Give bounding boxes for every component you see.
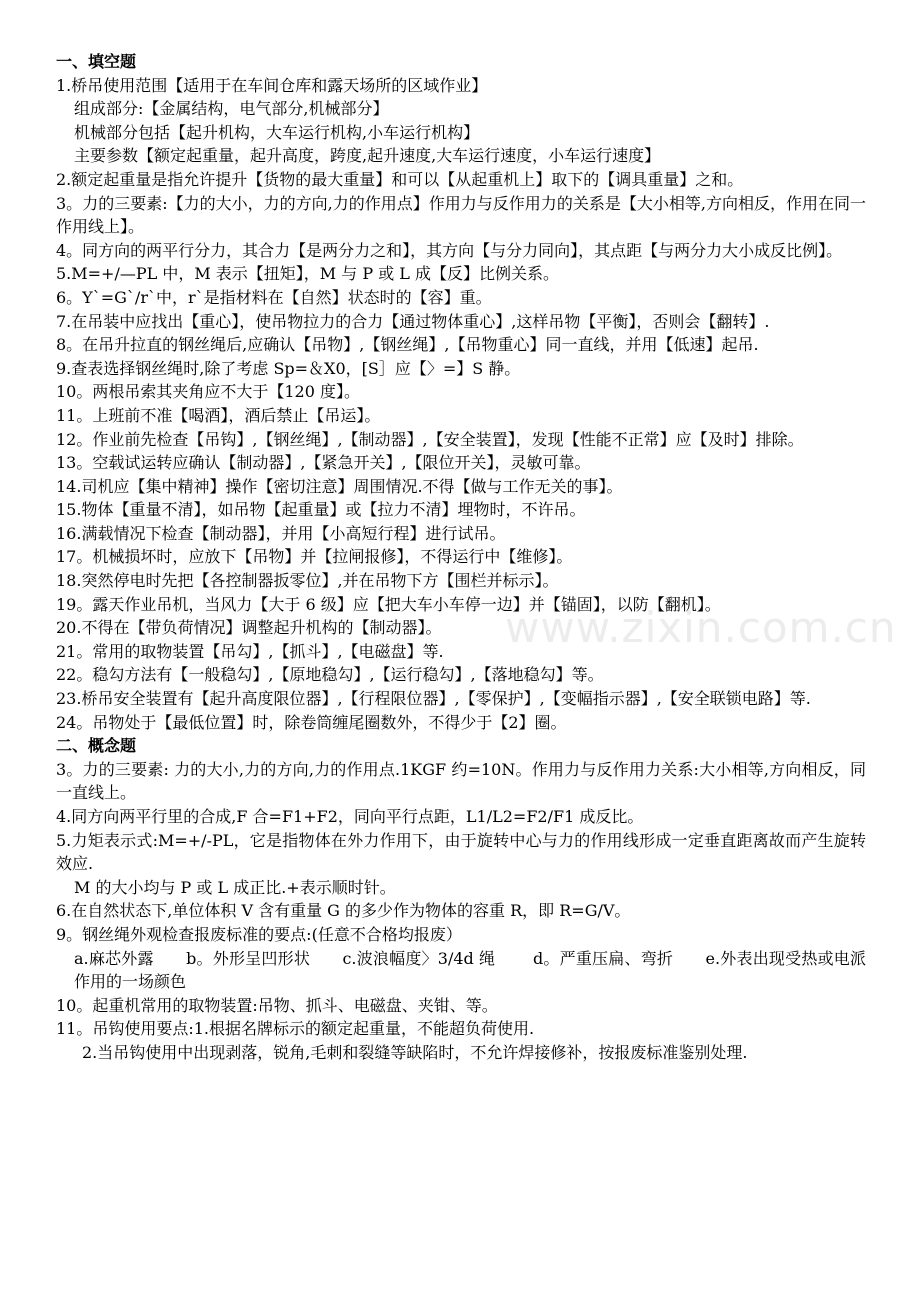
text-line: 23.桥吊安全装置有【起升高度限位器】,【行程限位器】,【零保护】,【变幅指示器】,【安全联锁电路】等.	[56, 689, 811, 709]
text-line: 11。上班前不准【喝酒】，酒后禁止【吊运】。	[56, 405, 381, 425]
text-line: 24。吊物处于【最低位置】时，除卷筒缠尾圈数外，不得少于【2】圈。	[56, 712, 567, 732]
watermark: www.zixin.com.cn	[505, 603, 897, 652]
text-line: 15.物体【重量不清】，如吊物【起重量】或【拉力不清】埋物时，不许吊。	[56, 500, 586, 520]
text-line: 10。两根吊索其夹角应不大于【120 度】。	[56, 382, 360, 402]
text-line: 9。钢丝绳外观检查报废标准的要点:(任意不合格均报废）	[56, 924, 462, 944]
text-line: 12。作业前先检查【吊钩】,【钢丝绳】,【制动器】,【安全装置】，发现【性能不正常】应【及时】排除。	[56, 429, 804, 449]
text-line: 4.同方向两平行里的合成,F 合=F1+F2，同向平行点距，L1/L2=F2/F1 成反比。	[56, 807, 644, 826]
text-line: 5.M=+/—PL 中，M 表示【扭矩】，M 与 P 或 L 成【反】比例关系。	[56, 264, 560, 284]
text-line: 组成部分:【金属结构，电气部分,机械部分】	[74, 99, 389, 119]
text-line: a.麻芯外露 b。外形呈凹形状 c.波浪幅度〉3/4d 绳 d。严重压扁、弯折 e.外表出现受热或电派作用的一场颜色	[74, 948, 866, 992]
text-line: 19。露天作业吊机，当风力【大于 6 级】应【把大车小车停一边】并【锚固】，以防【翻机】。	[56, 594, 721, 614]
text-line: 18.突然停电时先把【各控制器扳零位】,并在吊物下方【围栏并标示】。	[56, 571, 559, 591]
section-heading-fill-in: 一、填空题	[56, 52, 137, 71]
text-line: 10。起重机常用的取物装置:吊物、抓斗、电磁盘、夹钳、等。	[56, 995, 498, 1015]
text-line: 8。在吊升拉直的钢丝绳后,应确认【吊物】,【钢丝绳】,【吊物重心】同一直线，并用【低速】起吊.	[56, 335, 759, 355]
text-line: 21。常用的取物装置【吊勾】,【抓斗】,【电磁盘】等.	[56, 641, 444, 661]
text-line: 7.在吊装中应找出【重心】，使吊物拉力的合力【通过物体重心】,这样吊物【平衡】，否则会【翻转】.	[56, 311, 770, 331]
text-line: 4。同方向的两平行分力，其合力【是两分力之和】，其方向【与分力同向】，其点距【与两分力大小成反比例】。	[56, 240, 843, 260]
text-line: 9.查表选择钢丝绳时,除了考虑 Sp=＆X0，[S］应【〉=】S 静。	[56, 358, 521, 378]
text-line: 22。稳勾方法有【一般稳勾】,【原地稳勾】,【运行稳勾】,【落地稳勾】等。	[56, 665, 604, 685]
text-line: 3。力的三要素:【力的大小，力的方向,力的作用点】作用力与反作用力的关系是【大小相等,方向相反，作用在同一作用线上】。	[56, 193, 866, 237]
text-line: 6.在自然状态下,单位体积 V 含有重量 G 的多少作为物体的容重 R，即 R=G/V。	[56, 901, 631, 921]
text-line: 2.额定起重量是指允许提升【货物的最大重量】和可以【从起重机上】取下的【调具重量】之和。	[56, 169, 744, 189]
text-line: 机械部分包括【起升机构，大车运行机构,小车运行机构】	[74, 122, 480, 142]
text-line: 11。吊钩使用要点:1.根据名牌标示的额定起重量，不能超负荷使用.	[56, 1019, 535, 1039]
text-line: 1.桥吊使用范围【适用于在车间仓库和露天场所的区域作业】	[56, 75, 488, 95]
text-line: 16.满载情况下检查【制动器】，并用【小高短行程】进行试吊。	[56, 523, 506, 543]
text-line: 3。力的三要素: 力的大小,力的方向,力的作用点.1KGF 约=10N。作用力与反作用力关系:大小相等,方向相反，同一直线上。	[56, 759, 866, 803]
text-line: 2.当吊钩使用中出现剥落，锐角,毛刺和裂缝等缺陷时，不允许焊接修补，按报废标准鉴别处理.	[82, 1042, 748, 1062]
section-heading-concepts: 二、概念题	[56, 736, 137, 756]
text-line: 14.司机应【集中精神】操作【密切注意】周围情况.不得【做与工作无关的事】。	[56, 476, 623, 496]
document-page	[56, 50, 866, 1065]
text-line: 5.力矩表示式:M=+/-PL，它是指物体在外力作用下，由于旋转中心与力的作用线形成一定垂直距离故而产生旋转效应.	[56, 830, 866, 874]
text-line: 主要参数【额定起重量，起升高度，跨度,起升速度,大车运行速度，小车运行速度】	[74, 146, 661, 166]
text-line: 6。Y`=G`/r`中，r`是指材料在【自然】状态时的【容】重。	[56, 287, 492, 307]
text-line: 13。空载试运转应确认【制动器】,【紧急开关】,【限位开关】，灵敏可靠。	[56, 453, 591, 473]
text-line: M 的大小均与 P 或 L 成正比.+表示顺时针。	[74, 877, 396, 897]
text-line: 20.不得在【带负荷情况】调整起升机构的【制动器】。	[56, 618, 442, 638]
text-line: 17。机械损坏时，应放下【吊物】并【拉闸报修】，不得运行中【维修】。	[56, 547, 573, 567]
